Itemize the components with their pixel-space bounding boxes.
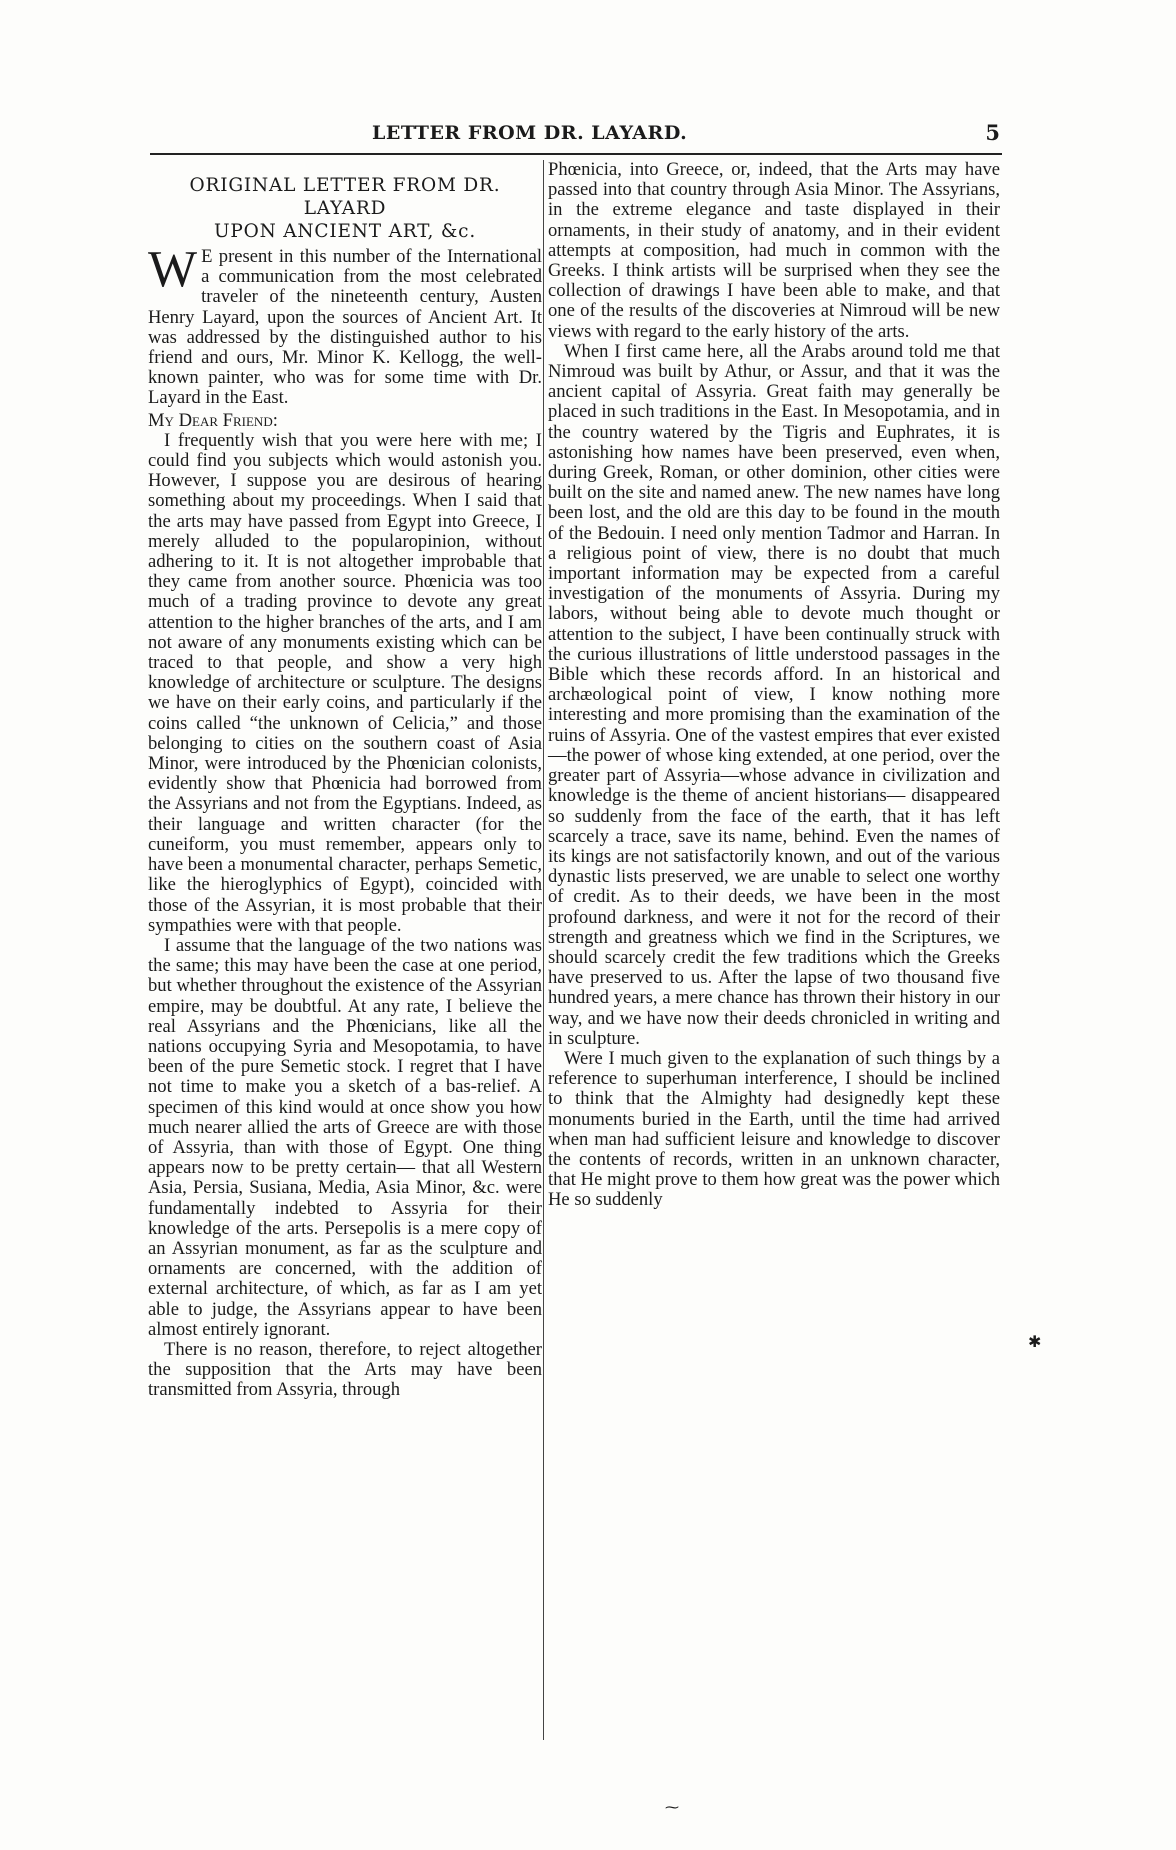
margin-mark-icon: ✱ — [1028, 1332, 1042, 1351]
left-column — [148, 160, 542, 1401]
article-title — [148, 174, 542, 243]
paragraph-3: There is no reason, therefore, to reject altogether the supposition that the Arts may have been transmitted from Assyria, through — [148, 1338, 542, 1401]
paragraph-5: Were I much given to the explanation of such things by a reference to superhuman interference, I should be inclined to think that the Almighty had designedly kept these monuments buried in the Earth, until the time had arrived when man had sufficient leisure and knowledge to discover the contents of records, written in an unknown character, that He might prove to them how great was the power which He so suddenly — [548, 1047, 1000, 1211]
bottom-mark-icon: ⁓ — [665, 1800, 679, 1816]
paragraph-2: I assume that the language of the two nations was the same; this may have been the case at one period, but whether throughout the existence of the Assyrian empire, may be doubtful. At any rate, I believe the real Assyrians and the Phœnicians, like all the nations occupying Syria and Mesopotamia, to have been of the pure Semetic stock. I regret that I have not time to make you a sketch of a bas-relief. A specimen of this kind would at once show you how much nearer allied the arts of Greece are with those of Assyria, than with those of Egypt. One thing appears now to be pretty certain— that all Western Asia, Persia, Susiana, Media, Asia Minor, &c. were fundamentally indebted to Assyria for their knowledge of the arts. Persepolis is a mere copy of an Assyrian monument, as far as the sculpture and ornaments are concerned, with the addition of external architecture, of which, as far as I am yet able to judge, the Assyrians appear to have been almost entirely ignorant. — [148, 934, 542, 1340]
paragraph-3-continued: Phœnicia, into Greece, or, indeed, that the Arts may have passed into that country through Asia Minor. The Assyrians, in the extreme elegance and taste displayed in their ornaments, in their study of anatomy, and in their evident attempts at composition, had much in common with the Greeks. I think artists will be surprised when they see the collection of drawings I have been able to make, and that one of the results of the discoveries at Nimroud will be new views with regard to the early history of the arts. — [548, 159, 1000, 342]
paragraph-1: I frequently wish that you were here with me; I could find you subjects which would astonish you. However, I suppose you are desirous of hearing something about my proceedings. When I said that the arts may have passed from Egypt into Greece, I merely alluded to the popularopinion, without adhering to it. It is not altogether improbable that they came from another source. Phœnicia was too much of a trading province to devote any great attention to the higher branches of the arts, and I am not aware of any monuments existing which can be traced to that people, and show a very high knowledge of architecture or sculpture. The designs we have on their early coins, and particularly if the coins called “the unknown of Celicia,” and those belonging to cities on the southern coast of Asia Minor, were introduced by the Phœnician colonists, evidently show that Phœnicia had borrowed from the Assyrians and not from the Egyptians. Indeed, as their language and written character (for the cuneiform, you must remember, appears only to have been a monumental character, perhaps Semetic, like the hieroglyphics of Egypt), coincided with those of the Assyrian, it is most probable that their sympathies were with that people. — [148, 429, 542, 936]
paragraph-4: When I first came here, all the Arabs around told me that Nimroud was built by Athur, or Assur, and that it was the ancient capital of Assyria. Great faith may generally be placed in such traditions in the East. In Mesopotamia, and in the country watered by the Tigris and Euphrates, it is astonishing how names have been preserved, even when, during Greek, Roman, or other dominion, other cities were built on the site and named anew. The new names have long been lost, and the old are this day to be found in the mouth of the Bedouin. I need only mention Tadmor and Harran. In a religious point of view, there is no doubt that much important information may be expected from a careful investigation of the monuments of Assyria. During my labors, without being able to devote much thought or attention to the subject, I have been continually struck with the curious illustrations of little understood passages in the Bible which these records afford. In an historical and archæological point of view, I know nothing more interesting and more promising than the examination of the ruins of Assyria. One of the vastest empires that ever existed—the power of whose king extended, at one period, over the greater part of Assyria—whose advance in civilization and knowledge is the theme of ancient historians— disappeared so suddenly from the face of the earth, that it has left scarcely a trace, save its name, behind. Even the names of its kings are not satisfactorily known, and out of the various dynastic lists preserved, we are unable to select one worthy of credit. As to their deeds, we have been in the most profound darkness, and were it not for the record of their strength and greatness which we find in the Scriptures, we should scarcely credit the few traditions which the Greeks have preserved to us. After the lapse of two thousand five hundred years, a mere chance has thrown their history in our way, and we have now their deeds chronicled in writing and in sculpture. — [548, 340, 1000, 1049]
running-head — [150, 122, 1000, 154]
right-column — [548, 160, 1000, 1211]
intro-paragraph — [148, 241, 542, 409]
article-title-line-1: ORIGINAL LETTER FROM DR. LAYARD — [189, 175, 501, 219]
page-number: 5 — [985, 120, 1000, 145]
running-head-title: LETTER FROM DR. LAYARD. — [372, 122, 688, 144]
header-rule — [150, 153, 1002, 155]
drop-cap: W — [148, 241, 198, 298]
article-title-line-2: UPON ANCIENT ART, &c. — [213, 221, 477, 242]
intro-text: E present in this number of the International a communication from the most celebrated traveler of the nineteenth century, Austen Henry Layard, upon the sources of Ancient Art. It was addressed by the distinguished author to his friend and ours, Mr. Minor K. Kellogg, the well-known painter, who was for some time with Dr. Layard in the East. — [148, 246, 542, 409]
column-divider — [543, 160, 544, 1740]
salutation: My Dear Friend: — [148, 409, 278, 431]
